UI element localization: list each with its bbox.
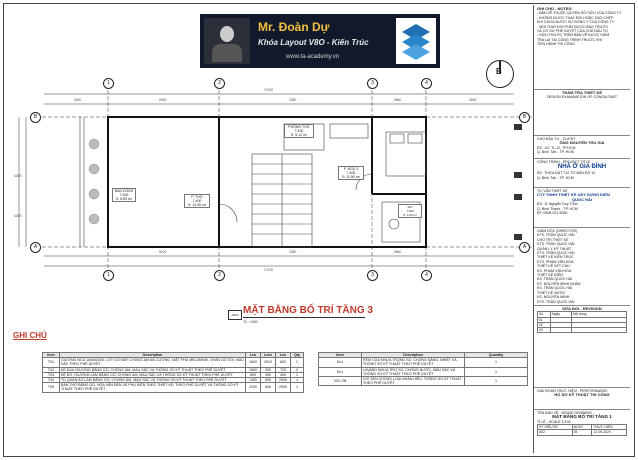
- cell: T05: [43, 383, 60, 392]
- revision-table: [537, 311, 627, 333]
- dim-total-bottom: 17100: [264, 268, 274, 272]
- cell: 800: [246, 372, 261, 377]
- dim-bottom-3: 3600: [394, 250, 402, 254]
- axis-row-b: B: [30, 112, 41, 123]
- room-area: 7,400: [192, 199, 202, 203]
- col-header: Qty: [291, 353, 304, 358]
- table-row: [43, 378, 304, 383]
- team-line: KS. PHẠM VĂN HÒA: [537, 268, 572, 273]
- footer-value: A02: [538, 430, 573, 435]
- cell: KỆ ĐẦU GIƯỜNG BẰNG GỖ, CHỐNG ẨM, MÀU SẮC VÀ THÔNG SỐ KỸ THUẬT THEO PHÊ DUYỆT: [60, 367, 246, 372]
- cell: 2010: [261, 358, 276, 367]
- compass-letter: B: [496, 67, 502, 76]
- room-label-altar-room: [284, 124, 314, 138]
- notes-header: GHI CHÚ - NOTES:: [537, 6, 573, 11]
- note-line: - KHÔNG ĐƯỢC THAY ĐỔI HOẶC SAO CHÉP: [537, 15, 614, 20]
- project-address: ĐC: THỬA ĐẤT 712 TỜ BẢN ĐỒ 10: [537, 171, 596, 176]
- room-size: S: 6,89 m²: [115, 197, 133, 201]
- room-name: BAN CÔNG: [114, 189, 134, 193]
- client-name: ÔNG NGUYỄN THU GIA: [559, 140, 605, 146]
- room-name: P. NGỦ 3: [343, 167, 359, 171]
- footer-table: [537, 424, 627, 435]
- title-block-panel: [533, 5, 630, 453]
- phase-block: [537, 389, 627, 398]
- designer-address: Q. Bình Thạnh - TP. HCM: [537, 206, 578, 211]
- col-header: Item: [319, 353, 362, 358]
- drawing-name-block: [537, 411, 627, 436]
- revision-no: 02: [538, 322, 551, 327]
- revision-label: SỬA ĐỔI - REVISION: [562, 306, 602, 311]
- room-size: S: 12,40 m²: [187, 203, 207, 207]
- cell: T02: [43, 367, 60, 372]
- cell: 300: [261, 367, 276, 372]
- drawing-title: MẶT BẰNG BỐ TRÍ TẦNG 3: [243, 305, 373, 316]
- axis-col-3-bottom: 3: [367, 270, 378, 281]
- dim-top-1: 4300: [74, 98, 82, 102]
- team-line: CHỦ TRÌ THIẾT KẾ: [537, 237, 569, 242]
- col-header: Item: [43, 353, 60, 358]
- room-name: PHÒNG THỜ: [288, 125, 310, 129]
- team-line: THIẾT KẾ NƯỚC: [537, 290, 566, 295]
- cell: 2: [291, 367, 304, 372]
- drawing-label: TÊN BẢN VẼ - INSIDE DRAWING: [537, 411, 592, 415]
- divider: [534, 187, 630, 188]
- revision-col: Ngày: [551, 312, 572, 317]
- phase-value: HỒ SƠ KỸ THUẬT THI CÔNG: [554, 392, 610, 398]
- avatar: [204, 18, 250, 64]
- axis-row-a-right: A: [519, 242, 530, 253]
- designer-block: [537, 189, 627, 215]
- axis-col-1-bottom: 1: [103, 270, 114, 281]
- cell: KỆ ĐỒ, GIƯỜNG LÀM BẰNG GỖ, CHỐNG ẨM, MÀU SẮC VÀ THÔNG SỐ KỸ THUẬT THEO PHÊ DUYỆT: [60, 372, 246, 377]
- col-header: Description: [60, 353, 246, 358]
- banner-name: Mr. Đoàn Dự: [258, 20, 330, 34]
- col-header: Description: [362, 353, 465, 358]
- table-row: [319, 358, 528, 367]
- team-line: KS. TRẦN QUỐC HẢI: [537, 277, 573, 282]
- team-line: KTS. TRẦN QUỐC HẢI: [537, 233, 575, 238]
- approval-sub: DESIGN EXAMINATION OF CONSULTANT: [546, 95, 618, 100]
- col-header: Lenz: [261, 353, 276, 358]
- room-area: 7,400: [406, 209, 414, 213]
- team-line: KS. TRẦN QUỐC HẢI: [537, 286, 573, 291]
- cell: 1800: [246, 358, 261, 367]
- cell: VS1 SN: [319, 377, 362, 386]
- col-header: Len: [276, 353, 291, 358]
- scale-value: 1/100: [561, 419, 571, 424]
- cell: 1: [465, 377, 528, 386]
- designer-label: TƯ VẤN THIẾT KẾ: [537, 189, 568, 193]
- scale-label: TỈ LỆ - SCALE: [537, 419, 561, 424]
- team-line: THIẾT KẾ KẾT CẤU: [537, 264, 570, 269]
- footer-value: 12-09-2020: [592, 430, 627, 435]
- drawing-scale: TL: 1/50: [243, 319, 258, 324]
- cell: VÒI SEN CHỐNG LOẠI NHẬN HIỆU, THÔNG SỐ KỸ THUẬT THEO PHÊ DUYỆT: [362, 377, 465, 386]
- designer-company: CTY TNHH THIẾT KẾ XÂY DỰNG KIẾN: [537, 192, 610, 198]
- team-line: KS. NGUYỄN MINH NHÂN: [537, 281, 581, 286]
- fixtures-table: [318, 352, 528, 386]
- divider: [534, 158, 630, 159]
- room-size: S: 3,20 m²: [403, 213, 417, 217]
- drawing-name: MẶT BẰNG BỐ TRÍ TẦNG 1: [552, 414, 612, 420]
- academy-logo-icon: [396, 18, 436, 64]
- cell: 2200: [246, 383, 261, 392]
- cell: 600: [261, 383, 276, 392]
- divider: [534, 227, 630, 228]
- room-area: 7,400: [294, 129, 304, 133]
- axis-row-a: A: [30, 242, 41, 253]
- team-line: THIẾT KẾ KIẾN TRÚC: [537, 255, 574, 260]
- team-line: GIÁM ĐỐC (DIRECTOR): [537, 229, 578, 233]
- note-line: VÀ CÓ SỰ PHÊ DUYỆT CỦA CHỦ ĐẦU TƯ: [537, 29, 609, 34]
- cell: Sn1: [319, 367, 362, 376]
- cell: 720: [276, 367, 291, 372]
- axis-col-4-bottom: 4: [421, 270, 432, 281]
- banner-subtitle: Khóa Layout V8O - Kiến Trúc: [258, 38, 369, 47]
- team-block: [537, 229, 627, 304]
- furniture-table: [42, 352, 304, 393]
- note-line: TRA LẠI TẠI CÔNG TRÌNH TRƯỚC KHI: [537, 37, 603, 42]
- project-address: Q. Bình Tân - TP. HCM: [537, 175, 574, 180]
- cell: 1: [291, 378, 304, 383]
- footer-col: KÝ HIỆU BV: [538, 425, 573, 430]
- footer-value: 05: [572, 430, 592, 435]
- cell: 2900: [276, 383, 291, 392]
- client-label: CHỦ ĐẦU TƯ - CLIENT: [537, 137, 576, 141]
- cell: BÀN THỜ BẰNG GỖ, HOA VĂN ĐÈN VÀ PHỤ KIỆN THEO THIẾT KẾ, THEO PHÊ DUYỆT VÀ THÔNG SỐ KỸ THUẬT THEO PHÊ DUYỆT: [60, 383, 246, 392]
- revision-block: [537, 307, 627, 333]
- designer-name: QUỐC HẢI: [572, 196, 592, 202]
- cell: 1500: [246, 367, 261, 372]
- team-line: THIẾT KẾ ĐIỆN: [537, 273, 563, 278]
- avatar-head: [220, 26, 234, 42]
- revision-no: 01: [538, 317, 551, 322]
- dim-left-2: 4200: [14, 214, 22, 218]
- cell: TỦ QUẦN ÁO LÀM BẰNG GỖ, CHỐNG ẨM, MÀU SẮC VÀ THÔNG SỐ KỸ THUẬT THEO PHÊ DUYỆT: [60, 378, 246, 383]
- client-block: [537, 137, 627, 155]
- dim-top-3: 2250: [289, 98, 297, 102]
- dim-top-5: 4000: [469, 98, 477, 102]
- room-label-wc: [398, 204, 422, 218]
- note-line: - MỌI THAY ĐỔI PHẢI ĐƯỢC BÁO TRƯỚC: [537, 24, 609, 29]
- project-label: CÔNG TRÌNH - PROJECT TITLE: [537, 160, 591, 164]
- table-row: [43, 372, 304, 377]
- room-label-altar: [184, 194, 210, 208]
- room-label-bedroom: [338, 166, 364, 180]
- cell: RÈM CỬA NHỰA TRONG SỐ, CHỐNG NẮNG, NHIỆT VÀ THÔNG SỐ KỸ THUẬT THEO PHÊ DUYỆT: [362, 358, 465, 367]
- client-address: Q. Bình Tân - TP. HCM: [537, 150, 574, 155]
- footer-col: NGÀY: [572, 425, 592, 430]
- project-block: [537, 160, 627, 180]
- cell: 1: [291, 383, 304, 392]
- cell: 400: [261, 372, 276, 377]
- dim-total-top: 17100: [264, 88, 274, 92]
- note-line: KHI CHƯA ĐƯỢC SỰ ĐỒNG Ý CỦA CÔNG TY: [537, 20, 615, 25]
- cell: T03: [43, 372, 60, 377]
- approval-title: THẨM TRA THIẾT KẾ: [561, 90, 603, 95]
- axis-col-4: 4: [421, 78, 432, 89]
- dim-bottom-1: 9100: [159, 250, 167, 254]
- col-header: Len: [246, 353, 261, 358]
- avatar-body: [212, 44, 242, 62]
- room-label-balcony: [112, 188, 136, 202]
- project-name: NHÀ Ở GIA ĐÌNH: [557, 164, 607, 171]
- designer-address: ĐC: 11 Nguyễn Duy Trinh: [537, 202, 578, 207]
- cell: 2900: [276, 378, 291, 383]
- axis-col-2: 2: [214, 78, 225, 89]
- table-row: [319, 367, 528, 376]
- note-line: - BẢN VẼ THUỘC QUYỀN SỞ HỮU CỦA CÔNG TY: [537, 11, 622, 16]
- cell: Sn1: [319, 358, 362, 367]
- room-size: S: 5,12 m²: [290, 133, 308, 137]
- team-line: KTS. TRẦN QUỐC HẢI: [537, 251, 575, 256]
- footer-col: THỰC HIỆN: [592, 425, 627, 430]
- dim-top-2: 5300: [159, 98, 167, 102]
- room-name: WC: [407, 205, 413, 209]
- designer-phone: ĐT: 0908 021 5050: [537, 211, 568, 216]
- axis-col-3: 3: [367, 78, 378, 89]
- cell: T01: [43, 358, 60, 367]
- client-address: ĐC: 1/2, TL.12, TP.HCM: [537, 145, 576, 150]
- cell: 1: [291, 372, 304, 377]
- team-line: KS. NGUYỄN MINH: [537, 295, 570, 300]
- divider: [534, 135, 630, 136]
- cell: 1: [465, 358, 528, 367]
- table-row: [43, 367, 304, 372]
- room-area: 7,300: [119, 193, 129, 197]
- revision-col: Số: [538, 312, 551, 317]
- table-row: [43, 383, 304, 392]
- notes-heading: GHI CHÚ: [13, 331, 47, 340]
- table-row: [319, 377, 528, 386]
- revision-no: 03: [538, 328, 551, 333]
- axis-col-2-bottom: 2: [214, 270, 225, 281]
- revision-col: Nội dung: [572, 312, 627, 317]
- cell: 1: [465, 367, 528, 376]
- title-underline: [243, 317, 365, 318]
- divider: [534, 409, 630, 410]
- cell: 600: [261, 378, 276, 383]
- drawing-code-box: A003: [228, 310, 242, 320]
- floor-plan: [14, 80, 534, 284]
- team-line: KTS. PHẠM VĂN HÒA: [537, 259, 574, 264]
- notes-block: [537, 7, 627, 47]
- phase-label: GIAI ĐOẠN THỰC HIỆN - PERFORMANCE: [537, 389, 608, 393]
- floor-plan-svg: [14, 84, 534, 284]
- cell: 600: [276, 358, 291, 367]
- team-line: QUẢN LÝ KỸ THUẬT: [537, 246, 572, 251]
- cell: LAVABO NHỰA TRỢ SỐ, CHỐNG NƯỚC, MÀU SẮC VÀ THÔNG SỐ KỸ THUẬT THEO PHÊ DUYỆT: [362, 367, 465, 376]
- team-line: KTS. TRẦN QUỐC HẢI: [537, 299, 575, 304]
- note-line: TIẾN HÀNH THI CÔNG: [537, 42, 575, 47]
- room-name: P. THỜ: [191, 195, 203, 199]
- axis-row-b-right: B: [519, 112, 530, 123]
- academy-banner: [200, 14, 440, 68]
- dim-top-4: 3600: [394, 98, 402, 102]
- dim-left-1: 4200: [14, 174, 22, 178]
- room-area: 7,400: [346, 171, 356, 175]
- room-size: S: 11,50 m²: [342, 175, 360, 179]
- approval-block: [537, 91, 627, 100]
- cell: 1400: [246, 378, 261, 383]
- cell: 400: [276, 372, 291, 377]
- axis-col-1: 1: [103, 78, 114, 89]
- cell: T04: [43, 378, 60, 383]
- divider: [534, 387, 630, 388]
- team-line: KTS. TRẦN QUỐC HẢI: [537, 242, 575, 247]
- dim-bottom-2: 2250: [289, 250, 297, 254]
- cell: 1: [291, 358, 304, 367]
- banner-website: www.ta-academy.vn: [286, 54, 340, 60]
- col-header: Quantity: [465, 353, 528, 358]
- cell: GIƯỜNG NGỦ 1800x2000, LÓT GỖ MDF CHỐNG ẨM AN CƯỜNG, MẶT PHỦ MELAMINE, CHÂN GỖ SỒI, MÀU SẮC THEO PHÊ DUYỆT: [61, 358, 244, 367]
- table-row: [43, 358, 304, 367]
- note-line: - KÍCH THƯỚC TRÊN BẢN VẼ ĐƯỢC KIỂM: [537, 33, 610, 38]
